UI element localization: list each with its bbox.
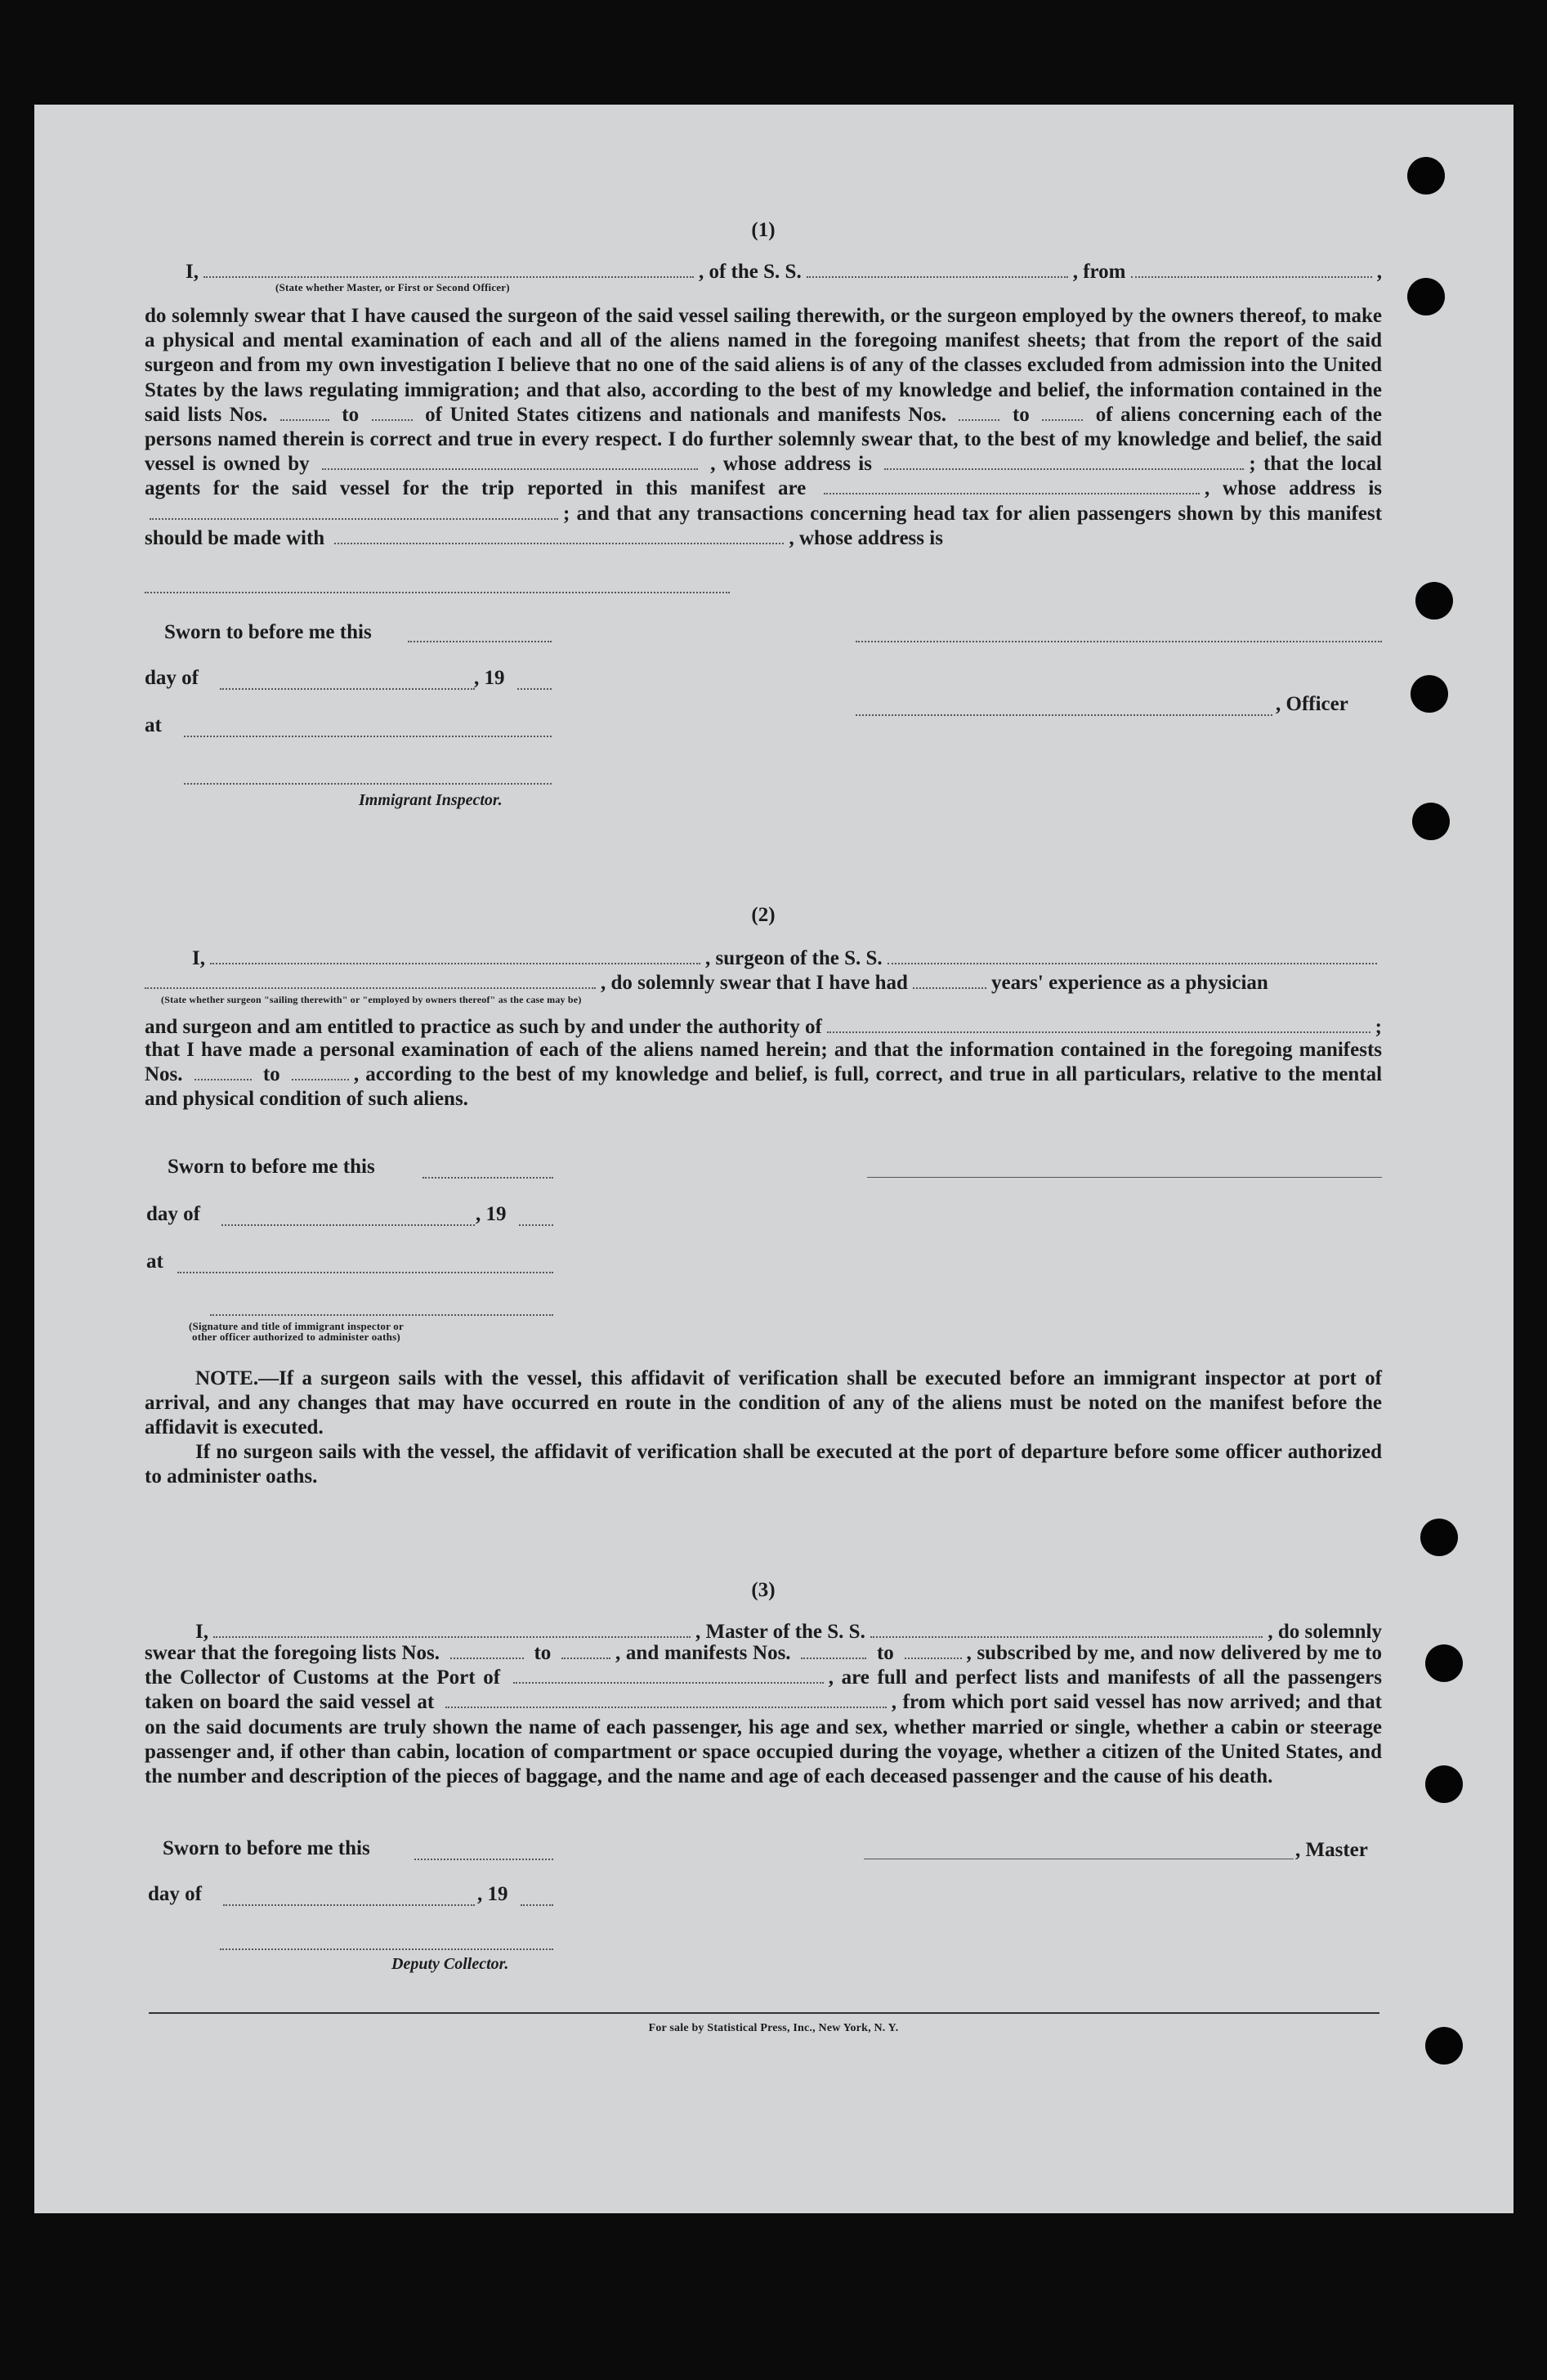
note-paragraph [145, 1367, 1382, 1441]
head-tax-address-field[interactable] [145, 590, 730, 593]
punctuation: , [1376, 261, 1382, 283]
body-text: manifests of all the passengers taken on board the said vessel at [145, 1666, 1382, 1714]
label-surgeon-of: , surgeon of the S. S. [704, 947, 883, 969]
years-field[interactable] [913, 971, 986, 989]
note-text: —If a surgeon sails with the vessel, this affidavit of verification shall be executed before an immigrant inspector at port of arrival, and any changes that may have occurred en route in the condition of any of the aliens must be noted on the manifest before the affidavit is executed. [145, 1367, 1382, 1439]
surgeon-manifests-from-field[interactable] [194, 1062, 252, 1080]
owner-field[interactable] [322, 452, 698, 470]
caption-line: (Signature and title of immigrant inspector or [189, 1320, 404, 1332]
agents-address-field[interactable] [150, 502, 558, 520]
label-master-of: , Master of the S. S. [695, 1621, 865, 1643]
label-to: to [534, 1642, 552, 1664]
body-text: , from which [891, 1691, 1004, 1714]
practice-line [145, 1015, 1382, 1039]
publisher-footer: For sale by Statistical Press, Inc., New York, N. Y. [648, 2022, 899, 2034]
master-ship-field[interactable] [870, 1620, 1263, 1638]
punch-hole [1411, 675, 1448, 713]
officer-caption: (State whether Master, or First or Second Officer) [275, 281, 510, 293]
officer-signature-top[interactable] [856, 639, 1382, 642]
at-field[interactable] [184, 734, 552, 737]
label-to: to [1012, 403, 1030, 426]
deputy-collector-signature-field[interactable] [220, 1947, 553, 1950]
body-text: whose address is [1223, 477, 1382, 500]
body-text: that the local agents for the said vessel for the trip reported in this manifest are [145, 453, 1382, 500]
sworn-label: Sworn to before me this [168, 1156, 375, 1178]
surgeon-caption: (State whether surgeon "sailing therewith" or "employed by owners thereof" as the case may be) [161, 994, 582, 1005]
officer-label: , Officer [1276, 693, 1348, 715]
officer-name-field[interactable] [203, 260, 694, 278]
punch-hole [1425, 1644, 1463, 1682]
label-of-ss: , of the S. S. [698, 261, 802, 283]
note-text: If no surgeon sails with the vessel, the affidavit of verification shall be executed at the port of departure before some officer authorized to administer oaths. [145, 1441, 1382, 1488]
day-of-label: day of [146, 1203, 200, 1225]
surgeon-status-field[interactable] [145, 971, 596, 989]
agents-field[interactable] [824, 476, 1200, 494]
body-text: and surgeon and am entitled to practice as such by and under the authority of [145, 1016, 822, 1038]
day-of-field[interactable] [220, 687, 475, 690]
body-text: , and manifests Nos. [615, 1642, 791, 1664]
embark-port-field[interactable] [445, 1690, 887, 1708]
body-text: swear that the foregoing lists Nos. [145, 1642, 440, 1664]
note-label: NOTE. [195, 1367, 259, 1389]
section-number: (1) [751, 219, 776, 241]
body-text: , subscribed by me, and now [966, 1642, 1215, 1664]
punch-hole [1415, 582, 1453, 620]
section-number: (3) [751, 1579, 776, 1601]
surgeon-experience-line [145, 971, 1382, 995]
day-of-field[interactable] [221, 1223, 475, 1226]
body-text: , do solemnly swear that I have had [601, 972, 908, 994]
body-text: passengers shown by this manifest should be made with [145, 502, 1383, 549]
port-field[interactable] [513, 1666, 824, 1684]
footer-rule [149, 2012, 1379, 2014]
body-text: of United States citizens and nationals and manifests Nos. [425, 403, 946, 426]
master-manifests-to-field[interactable] [905, 1641, 962, 1659]
body-text: , do solemnly [1268, 1621, 1382, 1643]
section-number: (2) [751, 904, 776, 926]
deputy-caption: Deputy Collector. [391, 1955, 509, 1973]
year-label: , 19 [474, 667, 505, 689]
surgeon-manifests-to-field[interactable] [292, 1062, 349, 1080]
origin-port-field[interactable] [1131, 260, 1372, 278]
body-text: delivered by me to the Collector of Customs at the Port of [145, 1642, 1382, 1689]
punch-hole [1425, 1765, 1463, 1803]
surgeon-signature-field[interactable] [867, 1175, 1382, 1178]
master-lists-to-field[interactable] [561, 1641, 610, 1659]
master-oath-line [195, 1620, 1382, 1644]
body-text: years' experience as a physician [990, 972, 1268, 994]
body-text: , according to the best of my knowledge and belief, is full, correct, and true in all particulars, relative to the mental and physical condition of such aliens. [145, 1063, 1383, 1111]
master-oath-line [186, 260, 1382, 284]
body-text: do solemnly swear that I have caused the surgeon of the said vessel sailing therewith, or the surgeon employed by the owners thereof, to make a physical and mental examination of each and all of the aliens named in the foregoing manifest sheets; that from the report of the said surgeon and from my own investigation I believe that no one of the said aliens is of any of the classes excluded from admission into the United States by the laws regulating immigration; and that also, according to the best of my knowledge and belief, the information contained in the said lists Nos. [145, 305, 1382, 426]
year-field[interactable] [517, 687, 552, 690]
body-text: , whose address is [789, 526, 943, 549]
ship-name-field[interactable] [807, 260, 1068, 278]
label-to: to [876, 1642, 894, 1664]
label-i: I, [186, 261, 199, 283]
punctuation: ; [1375, 1016, 1382, 1038]
punch-hole [1412, 803, 1450, 840]
signature-caption [189, 1321, 404, 1342]
master-manifests-from-field[interactable] [801, 1641, 866, 1659]
year-label: , 19 [476, 1203, 507, 1225]
surgeon-oath-line [192, 946, 1382, 970]
lists-to-field[interactable] [372, 403, 413, 421]
surgeon-ship-field[interactable] [888, 946, 1377, 964]
body-text: of aliens concerning each of the persons named therein is correct and true in every respect. I do further solemnly swear that, to the best of my knowledge and belief, the said vessel is owned by [145, 403, 1383, 476]
body-text: , whose address is [710, 453, 872, 476]
surgeon-name-field[interactable] [210, 946, 700, 964]
master-lists-from-field[interactable] [450, 1641, 524, 1659]
sworn-day-field[interactable] [423, 1175, 553, 1179]
sworn-day-field[interactable] [408, 639, 552, 642]
affidavit-body-1 [145, 304, 1382, 551]
year-field[interactable] [519, 1223, 553, 1226]
year-label: , 19 [477, 1883, 508, 1905]
punctuation: ; [1249, 453, 1256, 476]
at-label: at [146, 1250, 163, 1273]
body-text: , are full and perfect lists and [828, 1666, 1100, 1689]
label-from: , from [1072, 261, 1126, 283]
day-of-field[interactable] [223, 1903, 475, 1906]
affidavit-body-2 [145, 1038, 1382, 1112]
sworn-day-field[interactable] [414, 1857, 553, 1860]
lists-from-field[interactable] [280, 403, 329, 421]
year-field[interactable] [521, 1903, 553, 1906]
master-label: , Master [1295, 1839, 1368, 1861]
sworn-label: Sworn to before me this [164, 621, 372, 643]
sworn-label: Sworn to before me this [163, 1837, 370, 1859]
note-paragraph-2 [145, 1440, 1382, 1489]
officer-signature-field[interactable] [856, 713, 1272, 716]
body-text: that I have made a personal examination of each of the aliens named herein; and that the information contained in the foregoing manifests Nos. [145, 1039, 1382, 1086]
body-text: ; and that any transactions concerning head tax for alien [563, 502, 1071, 525]
label-i: I, [192, 947, 205, 969]
master-signature-field[interactable] [864, 1857, 1294, 1859]
caption-line: other officer authorized to administer oaths) [192, 1331, 400, 1343]
inspector-signature-field[interactable] [184, 781, 552, 785]
manifests-from-field[interactable] [959, 403, 999, 421]
label-to: to [262, 1063, 280, 1086]
authority-field[interactable] [827, 1015, 1370, 1033]
label-to: to [342, 403, 360, 426]
master-name-field[interactable] [213, 1620, 691, 1638]
at-field[interactable] [177, 1270, 553, 1273]
day-of-label: day of [148, 1883, 202, 1905]
day-of-label: day of [145, 667, 199, 689]
body-text: port said vessel has now arrived; and that on the said documents are truly shown the name of each passenger, his age and sex, whether married or single, whether a cabin or steerage passenger and, if other than cabin, location of compartment or space occupied during the voyage, whether a citizen of the United States, and the number and description of the pieces of baggage, and the name and age of each deceased passenger and the cause of his death. [145, 1691, 1382, 1788]
administering-officer-field[interactable] [210, 1313, 553, 1316]
inspector-caption: Immigrant Inspector. [359, 791, 503, 809]
head-tax-agent-field[interactable] [334, 526, 784, 544]
label-i: I, [195, 1621, 208, 1643]
manifests-to-field[interactable] [1042, 403, 1083, 421]
punch-hole [1407, 157, 1445, 195]
affidavit-body-3 [145, 1641, 1382, 1789]
punctuation: , [1205, 477, 1210, 500]
punch-hole [1420, 1519, 1458, 1556]
at-label: at [145, 714, 162, 736]
punch-hole [1407, 278, 1445, 315]
owner-address-field[interactable] [884, 452, 1244, 470]
